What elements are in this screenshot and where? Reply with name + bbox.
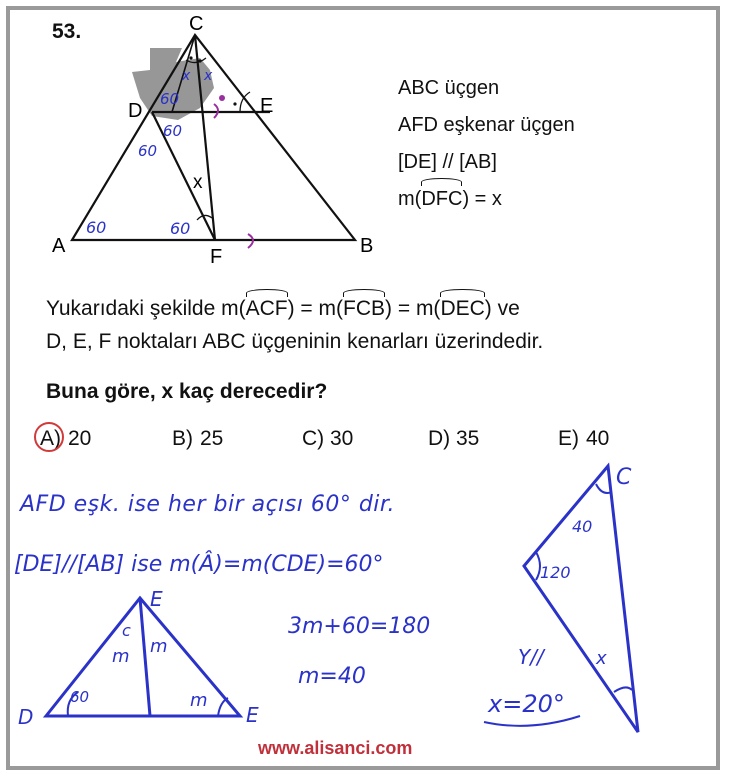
option-c[interactable]: C) 30 — [302, 427, 354, 450]
sketch-label-e-right: E — [246, 703, 259, 727]
sketch-mark-60: 60 — [70, 688, 90, 706]
handwritten-equation-1: 3m+60=180 — [288, 614, 431, 639]
mark-d-60-2: 60 — [163, 122, 183, 140]
sketch-mark-c: c — [122, 621, 131, 640]
handwritten-note-2: [DE]//[AB] ise m(Â)=m(CDE)=60° — [14, 552, 384, 577]
option-a[interactable]: A) 20 — [40, 427, 91, 451]
given-equilateral: AFD eşkenar üçgen — [398, 114, 575, 136]
sketch-mark-m3: m — [190, 690, 208, 711]
stem-line-1: Yukarıdaki şekilde m(ACF) = m(FCB) = m(DEC) ve — [46, 292, 706, 325]
sketch-mark-40: 40 — [572, 517, 593, 536]
sketch-mark-m1: m — [112, 646, 130, 667]
given-triangle: ABC üçgen — [398, 77, 500, 99]
label-f: F — [210, 246, 223, 268]
stem-line-2: D, E, F noktaları ABC üçgeninin kenarları üzerindedir. — [46, 330, 544, 353]
mark-d-60-3: 60 — [138, 142, 158, 160]
question-prompt: Buna göre, x kaç derecedir? — [46, 380, 328, 403]
label-x: x — [193, 172, 203, 193]
label-a: A — [52, 235, 66, 257]
mark-c-x-1: x — [182, 68, 191, 84]
question-number: 53. — [52, 20, 82, 43]
option-e[interactable]: E) 40 — [558, 427, 610, 450]
sketch-label-e-top: E — [150, 587, 163, 611]
handwritten-note-1: AFD eşk. ise her bir açısı 60° dir. — [20, 492, 395, 517]
option-b[interactable]: B) 25 — [172, 427, 224, 450]
sketch-mark-120: 120 — [540, 563, 571, 582]
label-e: E — [260, 95, 274, 117]
mark-c-x-2: x — [204, 68, 213, 84]
mark-a-60: 60 — [86, 218, 107, 237]
given-parallel: [DE] // [AB] — [398, 151, 497, 173]
sketch-left-median — [140, 598, 150, 716]
label-d: D — [128, 100, 143, 122]
handwritten-equation-2: m=40 — [298, 664, 366, 689]
website-footer[interactable]: www.alisanci.com — [258, 738, 413, 758]
sketch-mark-x: x — [596, 648, 607, 669]
option-d[interactable]: D) 35 — [428, 427, 480, 450]
mark-f-60: 60 — [170, 219, 191, 238]
sketch-label-c: C — [616, 465, 632, 490]
label-c: C — [189, 13, 204, 35]
sketch-note: Y// — [518, 645, 544, 669]
label-b: B — [360, 235, 374, 257]
sketch-mark-m2: m — [150, 636, 168, 657]
given-angle: m(DFC) = x — [398, 181, 575, 218]
sketch-label-d: D — [18, 705, 34, 729]
mark-d-60-1: 60 — [160, 90, 180, 108]
handwritten-answer: x=20° — [488, 690, 565, 718]
